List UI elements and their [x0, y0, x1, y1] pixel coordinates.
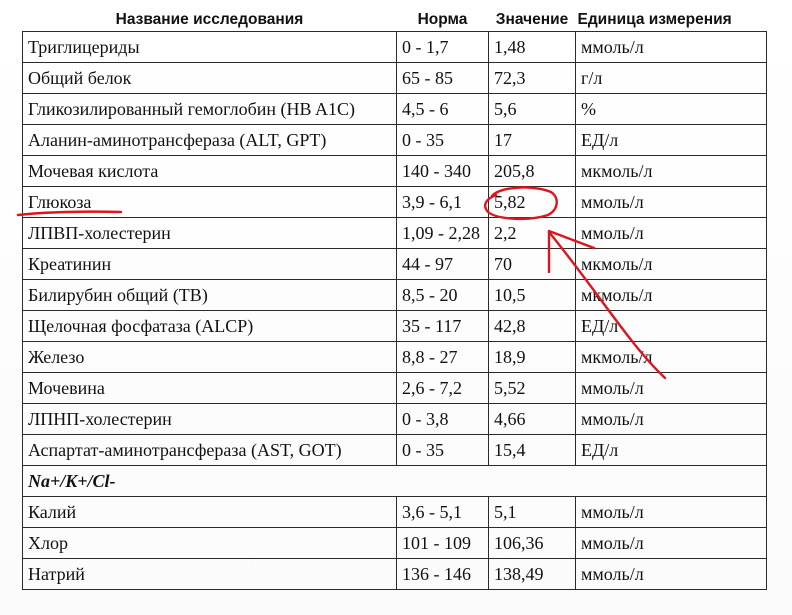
column-header-norm: Норма — [417, 10, 468, 28]
analyte-name: Мочевая кислота — [23, 156, 397, 187]
section-label: Na+/K+/Cl- — [23, 466, 767, 497]
unit: ммоль/л — [576, 32, 767, 63]
result-value-highlighted: 5,82 — [489, 187, 576, 218]
reference-range: 140 - 340 — [397, 156, 489, 187]
reference-range: 8,5 - 20 — [397, 280, 489, 311]
unit: мкмоль/л — [576, 342, 767, 373]
reference-range: 2,6 - 7,2 — [397, 373, 489, 404]
table-row — [23, 342, 767, 373]
unit: ммоль/л — [576, 528, 767, 559]
unit: % — [576, 94, 767, 125]
unit: г/л — [576, 63, 767, 94]
table-row — [23, 311, 767, 342]
table-row — [23, 497, 767, 528]
reference-range: 101 - 109 — [397, 528, 489, 559]
analyte-name: Креатинин — [23, 249, 397, 280]
column-header-value: Значение — [495, 10, 569, 28]
reference-range: 4,5 - 6 — [397, 94, 489, 125]
result-value: 2,2 — [489, 218, 576, 249]
unit: ммоль/л — [576, 373, 767, 404]
result-value: 1,48 — [489, 32, 576, 63]
table-row — [23, 63, 767, 94]
result-value: 5,6 — [489, 94, 576, 125]
unit: ммоль/л — [576, 218, 767, 249]
analyte-name: Аланин-аминотрансфераза (ALT, GPT) — [23, 125, 397, 156]
result-value: 138,49 — [489, 559, 576, 590]
analyte-name: Мочевина — [23, 373, 397, 404]
reference-range: 136 - 146 — [397, 559, 489, 590]
unit: мкмоль/л — [576, 156, 767, 187]
analyte-name: Билирубин общий (TB) — [23, 280, 397, 311]
table-row — [23, 528, 767, 559]
result-value: 15,4 — [489, 435, 576, 466]
column-header-name: Название исследования — [115, 10, 304, 28]
result-value: 17 — [489, 125, 576, 156]
unit: ммоль/л — [576, 404, 767, 435]
analyte-name: Гликозилированный гемоглобин (HB A1C) — [23, 94, 397, 125]
table-row — [23, 218, 767, 249]
result-value: 205,8 — [489, 156, 576, 187]
reference-range: 3,9 - 6,1 — [397, 187, 489, 218]
unit: ммоль/л — [576, 559, 767, 590]
analyte-name: Триглицериды — [23, 32, 397, 63]
table-row — [23, 32, 767, 63]
result-value: 4,66 — [489, 404, 576, 435]
unit: ммоль/л — [576, 187, 767, 218]
section-header-row — [23, 466, 767, 497]
header-row — [23, 8, 767, 32]
table-row-glucose — [23, 187, 767, 218]
reference-range: 1,09 - 2,28 — [397, 218, 489, 249]
analyte-name: ЛПНП-холестерин — [23, 404, 397, 435]
table-row — [23, 125, 767, 156]
reference-range: 0 - 35 — [397, 435, 489, 466]
reference-range: 3,6 - 5,1 — [397, 497, 489, 528]
table-row — [23, 404, 767, 435]
column-header-unit: Единица измерения — [577, 10, 732, 28]
analyte-name: ЛПВП-холестерин — [23, 218, 397, 249]
reference-range: 0 - 3,8 — [397, 404, 489, 435]
table-row — [23, 373, 767, 404]
table-row — [23, 280, 767, 311]
result-value: 106,36 — [489, 528, 576, 559]
unit: мкмоль/л — [576, 280, 767, 311]
result-value: 5,1 — [489, 497, 576, 528]
analyte-name: Аспартат-аминотрансфераза (AST, GOT) — [23, 435, 397, 466]
unit: ЕД/л — [576, 311, 767, 342]
reference-range: 8,8 - 27 — [397, 342, 489, 373]
reference-range: 0 - 35 — [397, 125, 489, 156]
results-body — [23, 32, 767, 590]
reference-range: 0 - 1,7 — [397, 32, 489, 63]
analyte-name: Натрий — [23, 559, 397, 590]
reference-range: 65 - 85 — [397, 63, 489, 94]
analyte-name: Глюкоза — [23, 187, 397, 218]
reference-range: 35 - 117 — [397, 311, 489, 342]
table-row — [23, 559, 767, 590]
analyte-name: Общий белок — [23, 63, 397, 94]
table-row — [23, 94, 767, 125]
lab-results-table — [22, 8, 767, 590]
unit: ЕД/л — [576, 435, 767, 466]
unit: мкмоль/л — [576, 249, 767, 280]
result-value: 70 — [489, 249, 576, 280]
table-row — [23, 156, 767, 187]
result-value: 5,52 — [489, 373, 576, 404]
result-value: 42,8 — [489, 311, 576, 342]
reference-range: 44 - 97 — [397, 249, 489, 280]
unit: ЕД/л — [576, 125, 767, 156]
result-value: 10,5 — [489, 280, 576, 311]
unit: ммоль/л — [576, 497, 767, 528]
table-row — [23, 435, 767, 466]
analyte-name: Железо — [23, 342, 397, 373]
analyte-name: Калий — [23, 497, 397, 528]
result-value: 18,9 — [489, 342, 576, 373]
table-row — [23, 249, 767, 280]
result-value: 72,3 — [489, 63, 576, 94]
analyte-name: Хлор — [23, 528, 397, 559]
analyte-name: Щелочная фосфатаза (ALCP) — [23, 311, 397, 342]
